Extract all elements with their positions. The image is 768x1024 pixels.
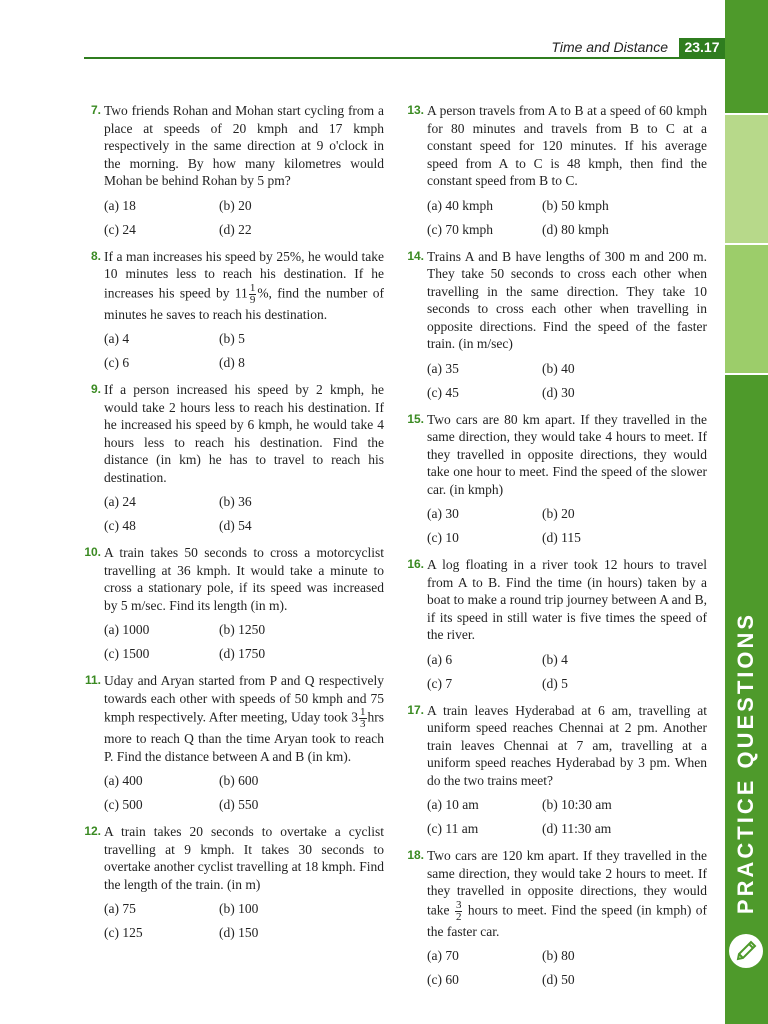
question-text: If a person increased his speed by 2 kmph, he would take 2 hours less to reach his destination. If he increased his speed by 6 kmph, he would take 4 hours less to reach his destination. Find the distance (in km) he has to travel to reach his destination. (104, 382, 384, 485)
pencil-icon (729, 934, 763, 968)
options (104, 769, 384, 817)
option-a: (a) 400 (104, 773, 143, 788)
option-b: (b) 36 (219, 494, 252, 509)
question-7 (79, 102, 384, 242)
sidebar-block-light-1 (725, 115, 768, 243)
sidebar-label-wrap (725, 598, 768, 928)
option-b: (b) 10:30 am (542, 797, 612, 812)
fraction (249, 283, 257, 306)
option-c: (c) 24 (104, 221, 136, 237)
chapter-title: Time and Distance (551, 39, 668, 55)
option-b: (b) 80 (542, 948, 575, 963)
options (104, 194, 384, 242)
question-13 (402, 102, 707, 242)
option-a: (a) 35 (427, 360, 459, 376)
right-column (402, 102, 707, 998)
left-column (79, 102, 384, 951)
options (427, 944, 707, 992)
running-header (0, 38, 725, 58)
options (427, 194, 707, 242)
question-number: 11. (84, 673, 101, 687)
option-c: (c) 125 (104, 925, 143, 940)
option-a: (a) 4 (104, 331, 130, 346)
fraction-denominator: 2 (455, 910, 462, 923)
options (427, 793, 707, 841)
question-10 (79, 544, 384, 666)
option-b: (b) 20 (542, 506, 575, 521)
option-b: (b) 100 (219, 901, 259, 916)
options (104, 327, 384, 375)
question-number: 13. (407, 103, 424, 117)
options (427, 357, 707, 405)
mixed-number-whole: 3 (351, 709, 359, 725)
question-text (427, 847, 707, 940)
options (104, 618, 384, 666)
fraction-numerator: 3 (455, 898, 462, 911)
question-number: 17. (407, 702, 424, 717)
option-d: (d) 115 (542, 530, 581, 545)
option-a: (a) 18 (104, 197, 136, 213)
option-c: (c) 500 (104, 797, 143, 812)
fraction (455, 900, 463, 923)
question-12 (79, 823, 384, 945)
practice-questions-sidebar (725, 0, 768, 1024)
option-d: (d) 22 (219, 221, 252, 237)
fraction-numerator: 1 (249, 281, 256, 294)
option-d: (d) 54 (219, 518, 252, 533)
option-b: (b) 50 kmph (542, 197, 609, 213)
option-a: (a) 40 kmph (427, 197, 493, 213)
question-17 (402, 702, 707, 842)
option-a: (a) 75 (104, 901, 136, 916)
fraction-denominator: 3 (360, 718, 366, 730)
option-b: (b) 40 (542, 360, 575, 376)
question-text (104, 248, 384, 324)
fraction (359, 707, 367, 730)
question-text-part-2: hrs more to reach Q than the time Aryan took to reach P. Find the distance between A and B (in km). (104, 709, 385, 764)
option-b: (b) 20 (219, 197, 252, 213)
question-number: 10. (84, 545, 101, 559)
sidebar-block-top (725, 0, 768, 113)
option-d: (d) 30 (542, 384, 575, 400)
option-d: (d) 11:30 am (542, 821, 612, 836)
option-d: (d) 550 (219, 797, 259, 812)
option-b: (b) 600 (219, 773, 259, 788)
option-c: (c) 11 am (427, 821, 479, 836)
option-d: (d) 50 (542, 972, 575, 987)
options (104, 490, 384, 538)
option-a: (a) 70 (427, 948, 459, 963)
option-d: (d) 150 (219, 925, 259, 940)
question-number: 9. (90, 382, 101, 396)
question-number: 18. (407, 848, 424, 862)
question-text: A person travels from A to B at a speed of 60 kmph for 80 minutes and travels from B to C at a constant speed for 120 minutes. If his average speed from A to C is 48 kmph, then find the constant speed from B to C. (427, 103, 707, 188)
option-c: (c) 45 (427, 384, 459, 400)
options (104, 897, 384, 945)
option-c: (c) 10 (427, 530, 459, 545)
question-11 (79, 672, 384, 817)
question-8 (79, 248, 384, 376)
question-text (104, 672, 384, 765)
question-text: Trains A and B have lengths of 300 m and 200 m. They take 50 seconds to cross each other when travelling in the same direction. They take 10 seconds to cross each other when travelling in opposite directions. Find the speed of the faster train. (in m/sec) (427, 248, 707, 351)
option-c: (c) 48 (104, 518, 136, 533)
question-text: Two friends Rohan and Mohan start cycling from a place at speeds of 20 kmph and 17 kmph respectively in the same direction at 9 o'clock in the morning. By how many kilometres would Mohan be behind Rohan by 5 pm? (104, 103, 384, 188)
question-number: 7. (90, 103, 101, 117)
option-a: (a) 10 am (427, 797, 479, 812)
question-number: 16. (407, 557, 424, 571)
option-c: (c) 70 kmph (427, 221, 493, 237)
question-number: 14. (407, 248, 424, 263)
question-text: A log floating in a river took 12 hours to travel from A to B. Find the time (in hours) taken by a boat to make a round trip journey between A and B, if its speed in still water is five times the speed of the river. (427, 557, 707, 642)
question-18 (402, 847, 707, 992)
option-a: (a) 24 (104, 494, 136, 509)
option-d: (d) 1750 (219, 646, 266, 661)
option-a: (a) 6 (427, 651, 453, 667)
question-number: 12. (84, 824, 101, 838)
options (427, 502, 707, 550)
question-text-part-1: If a man increases his speed by 25%, he would take 10 minutes less to reach his destination. If he increases his speed by 11 (104, 248, 384, 301)
question-text-part-1: Two cars are 120 km apart. If they travelled in the same direction, they would take 2 hours to meet. If they travelled in opposite directions, they would take (427, 848, 707, 918)
question-number: 15. (407, 411, 424, 426)
sidebar-label: PRACTICE QUESTIONS (733, 611, 759, 915)
fraction-denominator: 9 (249, 293, 256, 306)
page-number: 23.17 (679, 38, 725, 57)
question-16 (402, 556, 707, 696)
option-a: (a) 1000 (104, 622, 150, 637)
option-b: (b) 5 (219, 331, 245, 346)
fraction-numerator: 1 (360, 706, 366, 718)
header-rule (84, 57, 725, 59)
question-9 (79, 381, 384, 538)
question-text-part-1: Uday and Aryan started from P and Q respectively towards each other with speeds of 50 kmph and 75 kmph respectively. After meeting, Uday took (104, 673, 384, 725)
option-c: (c) 7 (427, 675, 453, 691)
option-c: (c) 60 (427, 972, 459, 987)
option-c: (c) 6 (104, 355, 130, 370)
question-14 (402, 248, 707, 405)
question-15 (402, 411, 707, 551)
question-text: Two cars are 80 km apart. If they travelled in the same direction, they would take 4 hours to meet. If they travelled in opposite directions, they would take one hour to meet. Find the speed of the slower car. (in kmph) (427, 411, 707, 497)
option-a: (a) 30 (427, 506, 459, 521)
option-b: (b) 1250 (219, 622, 266, 637)
question-text: A train leaves Hyderabad at 6 am, travelling at uniform speed reaches Chennai at 2 pm. Another train leaves Chennai at 7 am, travelling at a uniform speed reaches Hyderabad by 3 pm. When do the two trains meet? (427, 702, 707, 788)
question-text-part-2: hours to meet. Find the speed (in kmph) of the faster car. (427, 902, 708, 939)
option-d: (d) 8 (219, 355, 245, 370)
question-text: A train takes 50 seconds to cross a motorcyclist travelling at 36 kmph. It would take a minute to cross a stationary pole, if its speed was increased by 5 m/sec. Find its length (in m). (104, 545, 384, 613)
question-number: 8. (90, 248, 101, 263)
option-c: (c) 1500 (104, 646, 150, 661)
option-b: (b) 4 (542, 651, 568, 667)
question-text: A train takes 20 seconds to overtake a cyclist travelling at 9 kmph. It takes 30 seconds to overtake another cyclist travelling at 18 kmph. Find the length of the train. (in m) (104, 824, 384, 892)
question-text-part-2: %, find the number of minutes he saves to reach his destination. (104, 285, 384, 322)
sidebar-block-light-2 (725, 245, 768, 373)
option-d: (d) 5 (542, 675, 568, 691)
options (427, 648, 707, 696)
option-d: (d) 80 kmph (542, 221, 609, 237)
